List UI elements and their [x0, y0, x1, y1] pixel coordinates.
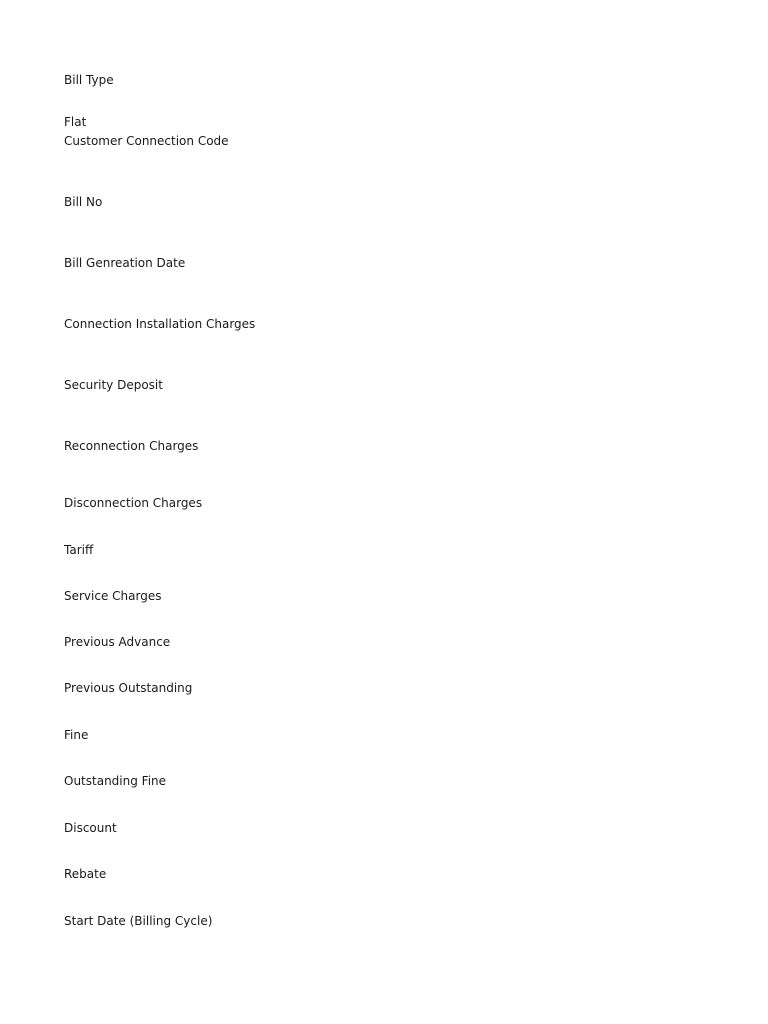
- security-deposit-label: Security Deposit: [64, 378, 163, 392]
- bill-type-label: Bill Type: [64, 73, 114, 87]
- disconnection-charges-label: Disconnection Charges: [64, 496, 203, 510]
- previous-outstanding-label: Previous Outstanding: [64, 681, 193, 695]
- discount-label: Discount: [64, 821, 117, 835]
- bill-type-value: Flat: [64, 115, 87, 129]
- connection-installation-charges-label: Connection Installation Charges: [64, 317, 256, 331]
- start-date-billing-cycle-label: Start Date (Billing Cycle): [64, 914, 213, 928]
- fine-label: Fine: [64, 728, 89, 742]
- previous-advance-label: Previous Advance: [64, 635, 171, 649]
- outstanding-fine-label: Outstanding Fine: [64, 774, 167, 788]
- bill-no-label: Bill No: [64, 195, 103, 209]
- customer-connection-code-label: Customer Connection Code: [64, 134, 229, 148]
- bill-generation-date-label: Bill Genreation Date: [64, 256, 186, 270]
- rebate-label: Rebate: [64, 867, 107, 881]
- reconnection-charges-label: Reconnection Charges: [64, 439, 199, 453]
- service-charges-label: Service Charges: [64, 589, 162, 603]
- tariff-label: Tariff: [64, 543, 94, 557]
